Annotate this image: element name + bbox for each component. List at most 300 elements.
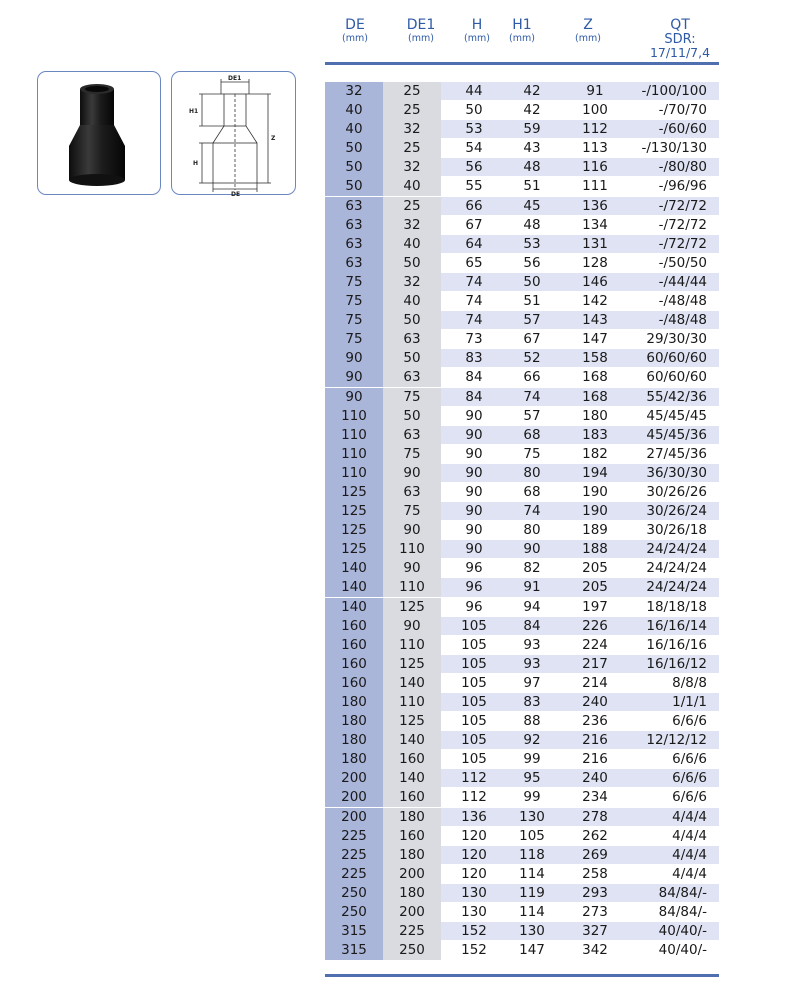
cell-z: 112 [582,121,608,138]
table-row [325,311,719,330]
cell-z: 147 [582,331,608,348]
cell-de: 63 [325,254,383,273]
cell-de1: 32 [383,120,441,139]
cell-z: 158 [582,350,608,367]
cell-h: 54 [465,140,483,157]
table-row [325,349,719,368]
cell-qt: 60/60/60 [646,369,707,386]
cell-de1: 90 [383,617,441,636]
table-row [325,617,719,636]
cell-qt: 24/24/24 [646,560,707,577]
table-row [325,788,719,807]
cell-de: 180 [325,693,383,712]
cell-qt: 24/24/24 [646,579,707,596]
header-h1: H1 (mm) [509,17,535,44]
cell-z: 273 [582,904,608,921]
cell-z: 205 [582,560,608,577]
cell-h1: 67 [523,331,541,348]
cell-de1: 25 [383,82,441,101]
cell-h1: 84 [523,617,541,634]
cell-h1: 130 [519,923,545,940]
cell-z: 217 [582,655,608,672]
cell-h1: 66 [523,369,541,386]
cell-z: 327 [582,923,608,940]
cell-z: 91 [586,83,604,99]
cell-h1: 95 [523,770,541,787]
table-row [325,941,719,960]
cell-z: 142 [582,293,608,310]
cell-h1: 118 [519,846,545,863]
table-row [325,521,719,540]
table-row [325,254,719,273]
header-z: Z (mm) [575,17,601,44]
bottom-rule [325,974,719,977]
cell-qt: -/44/44 [658,273,707,290]
table-row [325,808,719,827]
cell-de: 40 [325,101,383,120]
table-row [325,827,719,846]
label-de1: DE1 [228,75,242,82]
cell-de: 110 [325,426,383,445]
cell-de1: 50 [383,254,441,273]
cell-de1: 63 [383,368,441,387]
cell-de1: 40 [383,235,441,254]
cell-de: 110 [325,464,383,483]
table-row [325,197,719,216]
table-row [325,445,719,464]
cell-qt: 8/8/8 [672,674,707,691]
cell-h1: 93 [523,636,541,653]
cell-de1: 200 [383,865,441,884]
cell-h: 136 [461,808,487,825]
cell-qt: 4/4/4 [672,865,707,882]
cell-h: 105 [461,694,487,710]
cell-z: 205 [582,579,608,596]
table-row [325,731,719,750]
reducer-drawing-icon [172,72,297,196]
cell-h: 84 [465,369,483,386]
cell-de: 63 [325,197,383,216]
cell-qt: 6/6/6 [672,713,707,730]
table-row [325,177,719,196]
cell-de1: 110 [383,540,441,559]
cell-z: 100 [582,102,608,119]
cell-de1: 25 [383,101,441,120]
cell-h1: 45 [523,197,541,214]
cell-h1: 48 [523,216,541,233]
cell-h: 90 [465,445,483,462]
cell-qt: 30/26/18 [646,522,707,539]
cell-h: 90 [465,464,483,481]
cell-h: 90 [465,407,483,424]
cell-de1: 63 [383,483,441,502]
cell-z: 197 [582,598,608,615]
cell-qt: 1/1/1 [672,694,707,710]
cell-qt: 45/45/45 [646,407,707,424]
cell-de: 63 [325,235,383,254]
cell-qt: 29/30/30 [646,331,707,348]
cell-z: 240 [582,694,608,710]
cell-de1: 75 [383,445,441,464]
table-row [325,750,719,769]
reducer-photo-icon [38,72,162,196]
cell-de: 110 [325,407,383,426]
cell-h1: 51 [523,293,541,310]
cell-de1: 75 [383,502,441,521]
cell-qt: 4/4/4 [672,846,707,863]
cell-h1: 48 [523,159,541,176]
cell-de1: 180 [383,846,441,865]
cell-h1: 130 [519,808,545,825]
cell-de1: 50 [383,311,441,330]
cell-h1: 42 [523,102,541,119]
cell-qt: 30/26/26 [646,483,707,500]
cell-h1: 99 [523,789,541,806]
cell-de: 250 [325,884,383,903]
cell-h1: 97 [523,674,541,691]
cell-de1: 180 [383,884,441,903]
cell-de: 75 [325,273,383,292]
technical-drawing [171,71,296,195]
cell-de1: 125 [383,712,441,731]
cell-de: 75 [325,292,383,311]
cell-qt: 16/16/16 [646,636,707,653]
cell-de: 140 [325,559,383,578]
cell-z: 224 [582,636,608,653]
cell-de: 40 [325,120,383,139]
header-qt: QT SDR: 17/11/7,4 [649,17,711,60]
cell-h1: 59 [523,121,541,138]
cell-h: 96 [465,560,483,577]
table-row [325,598,719,617]
table-row [325,769,719,788]
cell-de: 225 [325,846,383,865]
cell-h: 90 [465,522,483,539]
table-row [325,636,719,655]
cell-h1: 90 [523,541,541,558]
cell-qt: 84/84/- [658,884,707,901]
cell-qt: -/60/60 [658,121,707,138]
cell-h: 67 [465,216,483,233]
cell-de1: 90 [383,559,441,578]
cell-de1: 160 [383,827,441,846]
cell-de1: 125 [383,598,441,617]
cell-qt: -/48/48 [658,293,707,310]
cell-z: 111 [582,178,608,195]
cell-h: 83 [465,350,483,367]
cell-z: 146 [582,273,608,290]
cell-qt: 4/4/4 [672,808,707,825]
cell-h: 120 [461,827,487,844]
cell-de1: 180 [383,808,441,827]
cell-de1: 75 [383,388,441,407]
table-row [325,540,719,559]
cell-z: 234 [582,789,608,806]
label-de: DE [231,191,241,196]
cell-de: 50 [325,158,383,177]
header-h: H (mm) [464,17,490,44]
cell-de: 90 [325,349,383,368]
cell-de1: 32 [383,273,441,292]
cell-qt: 18/18/18 [646,598,707,615]
cell-qt: 84/84/- [658,904,707,921]
cell-de: 180 [325,750,383,769]
cell-h1: 83 [523,694,541,710]
cell-h: 105 [461,732,487,749]
cell-h: 74 [465,312,483,329]
cell-de: 160 [325,655,383,674]
cell-h1: 53 [523,235,541,252]
cell-de: 180 [325,731,383,750]
cell-qt: 36/30/30 [646,464,707,481]
cell-z: 236 [582,713,608,730]
cell-h1: 114 [519,904,545,921]
cell-h: 74 [465,293,483,310]
cell-z: 216 [582,751,608,768]
cell-z: 168 [582,369,608,386]
cell-de: 225 [325,827,383,846]
cell-h1: 80 [523,522,541,539]
cell-de: 140 [325,578,383,597]
cell-qt: 12/12/12 [646,732,707,749]
cell-h1: 92 [523,732,541,749]
table-row [325,82,719,101]
cell-qt: 60/60/60 [646,350,707,367]
cell-de1: 125 [383,655,441,674]
cell-h: 105 [461,617,487,634]
cell-de1: 40 [383,292,441,311]
cell-de: 225 [325,865,383,884]
cell-h: 53 [465,121,483,138]
cell-qt: -/48/48 [658,312,707,329]
table-row [325,578,719,597]
cell-qt: 24/24/24 [646,541,707,558]
cell-h: 56 [465,159,483,176]
cell-z: 134 [582,216,608,233]
cell-h: 105 [461,655,487,672]
cell-h1: 56 [523,254,541,271]
cell-z: 258 [582,865,608,882]
cell-de1: 225 [383,922,441,941]
cell-h1: 42 [523,83,541,99]
cell-h: 90 [465,483,483,500]
cell-z: 342 [582,942,608,959]
cell-qt: 40/40/- [658,942,707,959]
table-row [325,502,719,521]
table-row [325,158,719,177]
cell-de1: 140 [383,674,441,693]
table-row [325,330,719,349]
cell-z: 128 [582,254,608,271]
cell-de1: 63 [383,330,441,349]
cell-h: 130 [461,884,487,901]
table-row [325,292,719,311]
cell-de1: 140 [383,731,441,750]
table-row [325,368,719,387]
cell-h1: 94 [523,598,541,615]
cell-qt: 30/26/24 [646,503,707,520]
cell-de1: 160 [383,750,441,769]
cell-de: 125 [325,521,383,540]
table-row [325,273,719,292]
cell-z: 216 [582,732,608,749]
label-h1: H1 [189,108,199,115]
cell-h1: 51 [523,178,541,195]
cell-de: 200 [325,788,383,807]
table-row [325,388,719,407]
table-row [325,216,719,235]
cell-qt: 16/16/14 [646,617,707,634]
cell-de: 50 [325,139,383,158]
label-h: H [193,160,199,167]
cell-h: 73 [465,331,483,348]
table-row [325,655,719,674]
table-row [325,903,719,922]
cell-de: 90 [325,388,383,407]
cell-h1: 68 [523,483,541,500]
cell-h1: 68 [523,426,541,443]
cell-z: 278 [582,808,608,825]
cell-de1: 110 [383,636,441,655]
cell-z: 190 [582,503,608,520]
cell-h: 66 [465,197,483,214]
cell-z: 136 [582,197,608,214]
product-photo [37,71,161,195]
header-de: DE (mm) [342,17,368,44]
cell-qt: -/50/50 [658,254,707,271]
cell-h1: 147 [519,942,545,959]
header-rule [325,62,719,65]
table-row [325,426,719,445]
cell-h: 130 [461,904,487,921]
cell-qt: -/72/72 [658,235,707,252]
cell-qt: 40/40/- [658,923,707,940]
cell-qt: 6/6/6 [672,770,707,787]
cell-z: 116 [582,159,608,176]
cell-h: 120 [461,865,487,882]
cell-de1: 40 [383,177,441,196]
cell-z: 180 [582,407,608,424]
cell-de: 125 [325,502,383,521]
cell-h: 96 [465,598,483,615]
cell-qt: -/72/72 [658,216,707,233]
cell-de1: 90 [383,521,441,540]
cell-de: 90 [325,368,383,387]
cell-de1: 50 [383,407,441,426]
cell-h1: 80 [523,464,541,481]
cell-de1: 25 [383,139,441,158]
cell-z: 214 [582,674,608,691]
cell-h1: 57 [523,312,541,329]
cell-z: 293 [582,884,608,901]
cell-de1: 160 [383,788,441,807]
cell-z: 240 [582,770,608,787]
cell-h: 50 [465,102,483,119]
cell-h1: 52 [523,350,541,367]
table-row [325,483,719,502]
cell-h1: 50 [523,273,541,290]
cell-h1: 75 [523,445,541,462]
cell-de: 75 [325,330,383,349]
cell-de1: 140 [383,769,441,788]
cell-z: 113 [582,140,608,157]
cell-de1: 110 [383,693,441,712]
cell-de: 125 [325,483,383,502]
cell-z: 262 [582,827,608,844]
table-row [325,101,719,120]
cell-de1: 90 [383,464,441,483]
cell-qt: 16/16/12 [646,655,707,672]
cell-qt: -/80/80 [658,159,707,176]
cell-h1: 114 [519,865,545,882]
cell-h1: 119 [519,884,545,901]
cell-h1: 74 [523,503,541,520]
cell-h1: 82 [523,560,541,577]
cell-de1: 200 [383,903,441,922]
cell-z: 194 [582,464,608,481]
cell-de1: 50 [383,349,441,368]
cell-h1: 93 [523,655,541,672]
cell-de: 75 [325,311,383,330]
cell-de1: 250 [383,941,441,960]
table-row [325,235,719,254]
cell-h1: 43 [523,140,541,157]
cell-z: 168 [582,388,608,405]
cell-h: 90 [465,541,483,558]
cell-de: 32 [325,82,383,101]
cell-z: 188 [582,541,608,558]
cell-de: 250 [325,903,383,922]
cell-de1: 25 [383,197,441,216]
cell-h: 105 [461,751,487,768]
cell-z: 131 [582,235,608,252]
header-de1: DE1 (mm) [406,17,436,44]
cell-z: 182 [582,445,608,462]
cell-h1: 57 [523,407,541,424]
cell-h1: 88 [523,713,541,730]
cell-h: 152 [461,942,487,959]
cell-de: 160 [325,636,383,655]
cell-de1: 63 [383,426,441,445]
table-row [325,559,719,578]
cell-z: 226 [582,617,608,634]
cell-qt: 6/6/6 [672,789,707,806]
cell-de1: 32 [383,158,441,177]
cell-h: 120 [461,846,487,863]
cell-de1: 110 [383,578,441,597]
label-z: Z [271,135,276,142]
table-row [325,922,719,941]
cell-h: 105 [461,674,487,691]
table-row [325,712,719,731]
cell-qt: 27/45/36 [646,445,707,462]
cell-de: 140 [325,598,383,617]
cell-de: 160 [325,674,383,693]
cell-z: 269 [582,846,608,863]
dimension-table [325,82,719,960]
cell-h: 44 [465,83,483,99]
cell-h: 96 [465,579,483,596]
table-row [325,120,719,139]
cell-h: 105 [461,713,487,730]
cell-de: 50 [325,177,383,196]
cell-z: 183 [582,426,608,443]
cell-de: 160 [325,617,383,636]
cell-h: 65 [465,254,483,271]
cell-h: 90 [465,503,483,520]
cell-qt: -/96/96 [658,178,707,195]
cell-h: 64 [465,235,483,252]
